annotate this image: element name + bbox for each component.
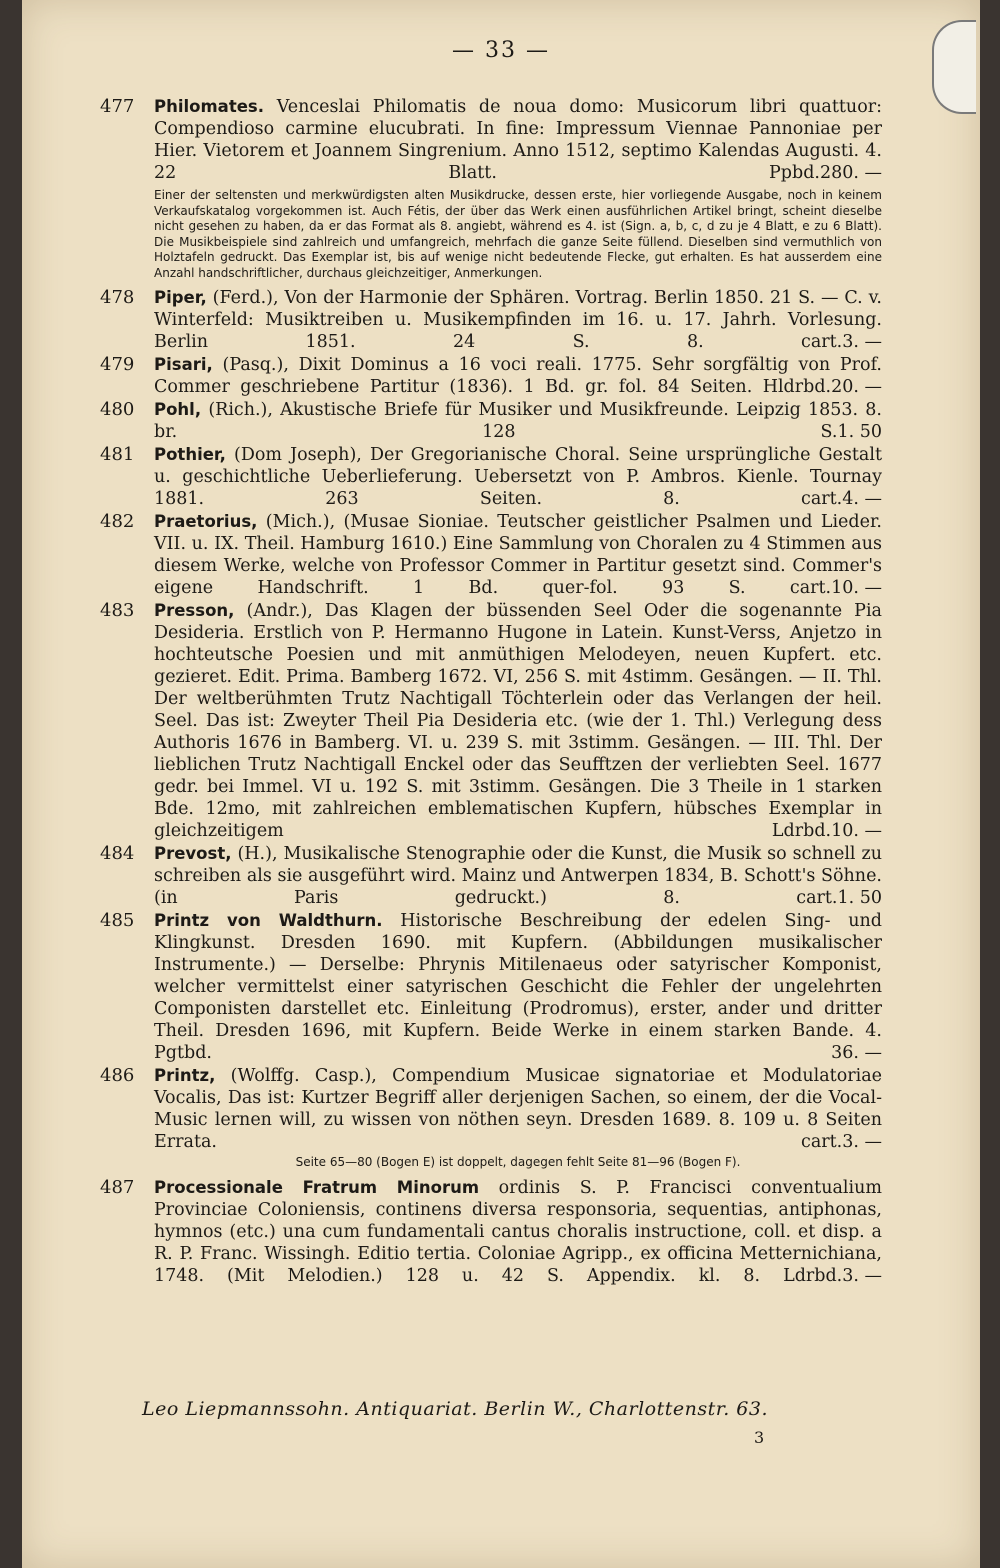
entry-number: 481 (100, 444, 135, 465)
entry-price: 1. 50 (837, 422, 882, 442)
entry-title: Piper, (154, 288, 207, 307)
entry-body (154, 843, 882, 909)
entry-number: 485 (100, 910, 135, 931)
entry-number: 480 (100, 399, 135, 420)
printer-signature: 3 (754, 1428, 765, 1447)
entry-title: Philomates. (154, 97, 264, 116)
entry-price: 3. — (842, 332, 882, 352)
entry-title: Praetorius, (154, 512, 258, 531)
entry-text: (H.), Musikalische Stenographie oder die Kunst, die Musik so schnell zu schreiben als sie ausgeführt wird. Mainz und Antwerpen 1834, B. Schott's Söhne. (in Paris gedruckt.) 8. cart. (154, 844, 882, 908)
entry-price: 1. 50 (837, 888, 882, 908)
entry-text: (Pasq.), Dixit Dominus a 16 voci reali. 1775. Sehr sorgfältig von Prof. Commer geschriebene Partitur (1836). 1 Bd. gr. fol. 84 Seiten. Hldrbd. (154, 355, 882, 397)
entry-number: 487 (100, 1177, 135, 1198)
entry-body (154, 1177, 882, 1287)
page-number: — 33 — (452, 38, 550, 63)
entry-title: Printz von Waldthurn. (154, 911, 383, 930)
catalog-entry-487 (100, 1177, 882, 1287)
catalog-entry-485 (100, 910, 882, 1064)
catalog-entry-483 (100, 600, 882, 842)
catalog-entry-486 (100, 1065, 882, 1169)
entry-text: (Wolffg. Casp.), Compendium Musicae signatoriae et Modulatoriae Vocalis, Das ist: Kurtzer Begriff aller derjenigen Sachen, so einem, der die Vocal-Music lernen will, zu wissen von nöthen seyn. Dresden 1689. 8. 109 u. 8 Seiten Errata. cart. (154, 1066, 882, 1152)
entry-number: 482 (100, 511, 135, 532)
entry-body (154, 1065, 882, 1153)
entry-price: 20. — (831, 377, 882, 397)
catalog-entry-478 (100, 287, 882, 353)
catalog-entry-482 (100, 511, 882, 599)
entry-number: 484 (100, 843, 135, 864)
entry-title: Presson, (154, 601, 235, 620)
catalog-entry-484 (100, 843, 882, 909)
entry-title: Pohl, (154, 400, 202, 419)
entry-title: Pisari, (154, 355, 213, 374)
catalog-entries (100, 96, 882, 1288)
entry-title: Pothier, (154, 445, 226, 464)
entry-text: (Andr.), Das Klagen der büssenden Seel Oder die sogenannte Pia Desideria. Erstlich von P. Hermanno Hugone in Latein. Kunst-Verss, Anjetzo in hochteutsche Poesien und mit anmüthigen Melodeyen, neuen Kupfert. etc. gezieret. Edit. Prima. Bamberg 1672. VI, 256 S. mit 4stimm. Gesängen. — II. Thl. Der weltberühmten Trutz Nachtigall Töchterlein oder das Verlangen der heil. Seel. Das ist: Zweyter Theil Pia Desideria etc. (wie der 1. Thl.) Verlegung dess Authoris 1676 in Bamberg. VI. u. 239 S. mit 3stimm. Gesängen. — III. Thl. Der lieblichen Trutz Nachtigall Enckel oder das Seufftzen der verliebten Seel. 1677 gedr. bei Immel. VI u. 192 S. mit 3stimm. Gesängen. Die 3 Theile in 1 starken Bde. 12mo, mit zahlreichen emblematischen Kupfern, hübsches Exemplar in gleichzeitigem Ldrbd. (154, 601, 882, 841)
catalog-entry-477 (100, 96, 882, 281)
entry-number: 477 (100, 96, 135, 117)
entry-text: ordinis S. P. Francisci conventualium Provinciae Coloniensis, continens diversa responsoria, sequentias, antiphonas, hymnos (etc.) una cum fundamentali cantus choralis instructione, coll. et disp. a R. P. Franc. Wissingh. Editio tertia. Coloniae Agripp., ex officina Metternichiana, 1748. (Mit Melodien.) 128 u. 42 S. Appendix. kl. 8. Ldrbd. (154, 1178, 882, 1286)
entry-price: 36. — (831, 1043, 882, 1063)
entry-body (154, 96, 882, 184)
entry-text: Venceslai Philomatis de noua domo: Musicorum libri quattuor: Compendioso carmine elucubrati. In fine: Impressum Viennae Pannoniae per Hier. Vietorem et Joannem Singrenium. Anno 1512, septimo Kalendas Augusti. 4. 22 Blatt. Ppbd. (154, 97, 882, 183)
entry-number: 483 (100, 600, 135, 621)
entry-text: Historische Beschreibung der edelen Sing- und Klingkunst. Dresden 1690. mit Kupfern. (Abbildungen musikalischer Instrumente.) — Derselbe: Phrynis Mitilenaeus oder satyrischer Komponist, welcher vermittelst einer satyrischen Geschicht die Fehler der ungelehrten Componisten darstellet etc. Einleitung (Prodromus), erster, ander und dritter Theil. Dresden 1696, mit Kupfern. Beide Werke in einem starken Bande. 4. Pgtbd. (154, 911, 882, 1063)
catalog-entry-481 (100, 444, 882, 510)
page-tab-mark (932, 20, 976, 114)
entry-price: 4. — (842, 489, 882, 509)
entry-title: Processionale Fratrum Minorum (154, 1178, 480, 1197)
entry-note: Seite 65—80 (Bogen E) ist doppelt, dagegen fehlt Seite 81—96 (Bogen F). (295, 1155, 741, 1169)
entry-note: Einer der seltensten und merkwürdigsten alten Musikdrucke, dessen erste, hier vorliegende Ausgabe, noch in keinem Verkaufskatalog vorgekommen ist. Auch Fétis, der über das Werk einen ausführlichen Artikel bringt, scheint dieselbe nicht gesehen zu haben, da er das Format als 8. angiebt, während es 4. ist (Sign. a, b, c, d zu je 4 Blatt, e zu 6 Blatt). Die Musikbeispiele sind zahlreich und umfangreich, mehrfach die ganze Seite füllend. Dieselben sind vermuthlich von Holztafeln gedruckt. Das Exemplar ist, bis auf wenige nicht bedeutende Flecke, gut erhalten. Es hat ausserdem eine Anzahl handschriftlicher, durchaus gleichzeitiger, Anmerkungen. (154, 188, 882, 280)
entry-number: 479 (100, 354, 135, 375)
entry-body (154, 287, 882, 353)
entry-text: (Mich.), (Musae Sioniae. Teutscher geistlicher Psalmen und Lieder. VII. u. IX. Theil. Hamburg 1610.) Eine Sammlung von Choralen zu 4 Stimmen aus diesem Werke, welche von Professor Commer in Partitur gesetzt sind. Commer's eigene Handschrift. 1 Bd. quer-fol. 93 S. cart. (154, 512, 882, 598)
entry-text: (Rich.), Akustische Briefe für Musiker und Musikfreunde. Leipzig 1853. 8. br. 128 S. (154, 400, 882, 442)
entry-title: Printz, (154, 1066, 216, 1085)
entry-body (154, 399, 882, 443)
entry-body (154, 511, 882, 599)
entry-number: 486 (100, 1065, 135, 1086)
entry-text: (Dom Joseph), Der Gregorianische Choral. Seine ursprüngliche Gestalt u. geschichtliche Ueberlieferung. Uebersetzt von P. Ambros. Kienle. Tournay 1881. 263 Seiten. 8. cart. (154, 445, 882, 509)
entry-number: 478 (100, 287, 135, 308)
entry-body (154, 600, 882, 842)
entry-body (154, 354, 882, 398)
catalog-entry-479 (100, 354, 882, 398)
catalog-page (22, 0, 980, 1568)
entry-body (154, 444, 882, 510)
publisher-footer: Leo Liepmannssohn. Antiquariat. Berlin W., Charlottenstr. 63. (142, 1398, 769, 1420)
entry-price: 10. — (831, 821, 882, 841)
entry-price: 280. — (819, 163, 882, 183)
entry-body (154, 910, 882, 1064)
entry-title: Prevost, (154, 844, 232, 863)
entry-text: (Ferd.), Von der Harmonie der Sphären. Vortrag. Berlin 1850. 21 S. — C. v. Winterfeld: Musiktreiben u. Musikempfinden im 16. u. 17. Jahrh. Vorlesung. Berlin 1851. 24 S. 8. cart. (154, 288, 882, 352)
entry-price: 10. — (831, 578, 882, 598)
catalog-entry-480 (100, 399, 882, 443)
entry-price: 3. — (842, 1132, 882, 1152)
entry-price: 3. — (842, 1266, 882, 1286)
